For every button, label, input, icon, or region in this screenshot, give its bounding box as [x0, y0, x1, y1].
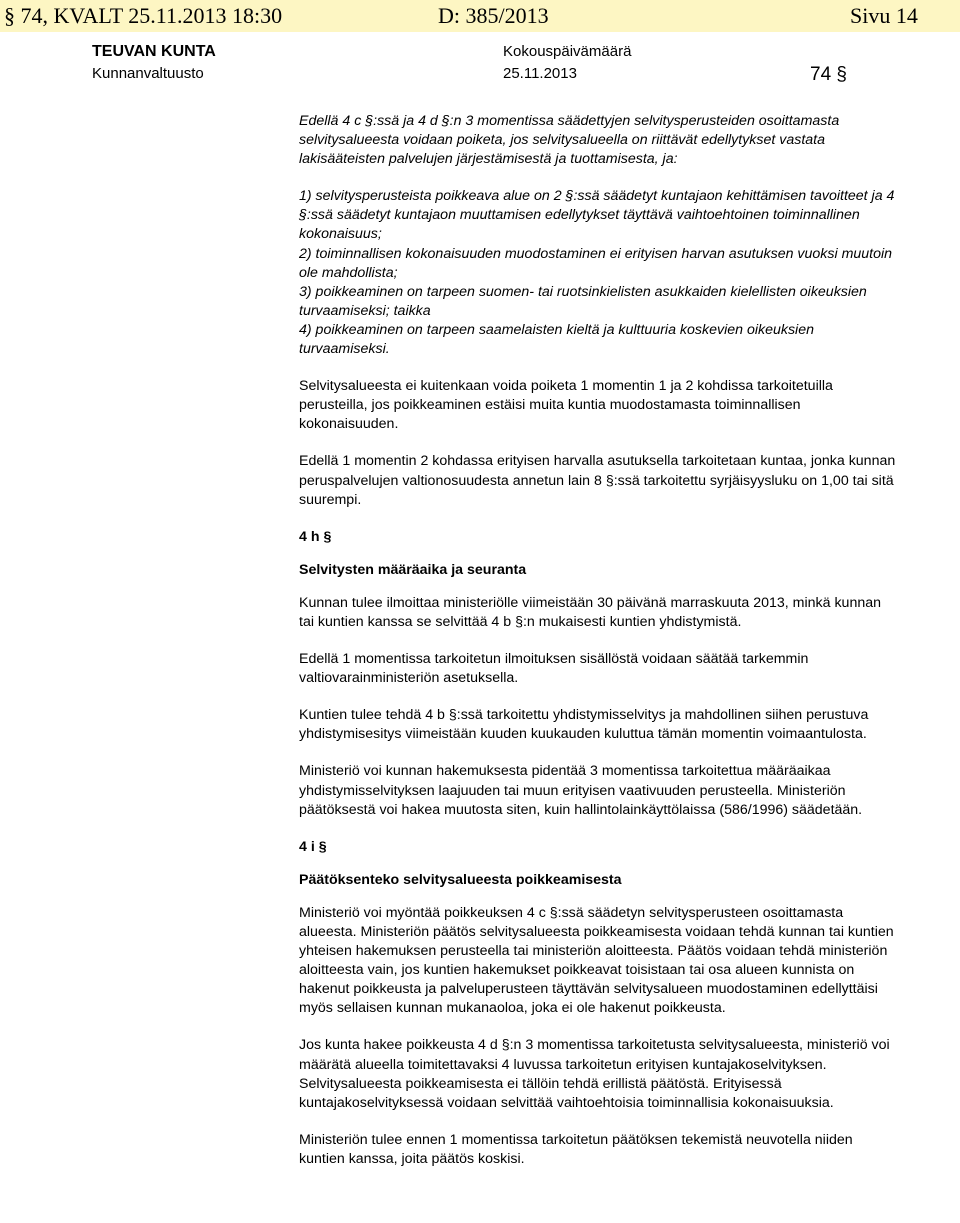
paragraph: Ministeriö voi myöntää poikkeuksen 4 c §:ssä säädetyn selvitysperusteen osoittamasta alueesta. Ministeriön päätös selvitysalueesta poikkeamisesta voidaan tehdä kunnan tai kuntien yhteisen hakemuksen perusteella tai ministeriön aloitteesta. Päätös voidaan tehdä ministeriön aloitteesta vain, jos kuntien hakemukset poikkeavat toisistaan tai osa alueen kunnista on hakenut poikkeusta ja palveluperusteen täyttävän selvitysalueen muodostaminen edellyttäisi myös sellaisen kunnan mukanaoloa, joka ei ole hakenut poikkeusta.: [299, 904, 894, 1017]
meeting-date-label: Kokouspäivämäärä: [503, 43, 632, 60]
paragraph: Selvitysalueesta ei kuitenkaan voida poiketa 1 momentin 1 ja 2 kohdissa tarkoitetuilla perusteilla, jos poikkeaminen estäisi muita kuntia muodostamasta toiminnallisen kokonaisuuden.: [299, 378, 833, 433]
section-reference: § 74, KVALT 25.11.2013 18:30: [4, 3, 283, 28]
paragraph: Edellä 1 momentin 2 kohdassa erityisen harvalla asutuksella tarkoitetaan kuntaa, jonka kunnan peruspalvelujen valtionosuudesta annetun lain 8 §:ssä tarkoitettu syrjäisyysluku on 1,00 tai sitä suurempi.: [299, 453, 896, 508]
section-heading: 4 i §: [299, 838, 327, 855]
paragraph: Kunnan tulee ilmoittaa ministeriölle viimeistään 30 päivänä marraskuuta 2013, minkä kunnan tai kuntien kanssa se selvittää 4 b §:n mukaisesti kuntien yhdistymistä.: [299, 594, 882, 630]
paragraph: Edellä 1 momentissa tarkoitetun ilmoituksen sisällöstä voidaan säätää tarkemmin valtiovarainministeriön asetuksella.: [299, 651, 809, 687]
meeting-date-value: 25.11.2013: [503, 65, 577, 82]
list-item: 2) toiminnallisen kokonaisuuden muodostaminen ei erityisen harvan asutuksen vuoksi muutoin ole mahdollista;: [299, 245, 893, 281]
paragraph: Ministeriön tulee ennen 1 momentissa tarkoitetun päätöksen tekemistä neuvotella niiden kuntien kanssa, joita päätös koskisi.: [299, 1131, 853, 1167]
list-item: 3) poikkeaminen on tarpeen suomen- tai ruotsinkielisten asukkaiden kielellisten oikeuksien turvaamiseksi; taikka: [299, 283, 867, 319]
document-reference-bar: [0, 0, 960, 32]
list-item: 1) selvitysperusteista poikkeava alue on 2 §:ssä säädetyt kuntajaon kehittämisen tavoitteet ja 4 §:ssä säädetyt kuntajaon muuttamisen edellytykset täyttävä vaihtoehtoinen toiminnallinen kokonaisuus;: [299, 188, 895, 243]
paragraph: Kuntien tulee tehdä 4 b §:ssä tarkoitettu yhdistymisselvitys ja mahdollinen siihen perustuva yhdistymisesitys viimeistään kuuden kuukauden kuluttua tämän momentin voimaantulosta.: [299, 707, 869, 743]
paragraph: Edellä 4 c §:ssä ja 4 d §:n 3 momentissa säädettyjen selvitysperusteiden osoittamasta selvitysalueesta voidaan poiketa, jos selvitysalueella on riittävät edellytykset vastata lakisääteisten palvelujen järjestämisestä ja tuottamisesta, ja:: [299, 113, 840, 168]
section-number: 74 §: [810, 64, 847, 85]
section-heading: 4 h §: [299, 528, 332, 545]
paragraph: Jos kunta hakee poikkeusta 4 d §:n 3 momentissa tarkoitetusta selvitysalueesta, ministeriö voi määrätä alueella toimitettavaksi 4 luvussa tarkoitetun erityisen kuntajakoselvityksen. Selvitysalueesta poikkeamisesta ei tällöin tehdä erillistä päätöstä. Erityisessä kuntajakoselvityksessä voidaan selvittää vaihtoehtoisia toiminnallisia kokonaisuuksia.: [299, 1037, 890, 1111]
document-body: [299, 112, 897, 1169]
paragraph: Ministeriö voi kunnan hakemuksesta pidentää 3 momentissa tarkoitettua määräaikaa yhdistymisselvityksen laajuuden tai muun erityisen vaativuuden perusteella. Ministeriön päätöksestä voi hakea muutosta siten, kuin hallintolainkäyttölaissa (586/1996) säädetään.: [299, 763, 863, 818]
organization-name: TEUVAN KUNTA: [92, 43, 216, 60]
section-title: Päätöksenteko selvitysalueesta poikkeamisesta: [299, 871, 622, 888]
meeting-body: Kunnanvaltuusto: [92, 65, 204, 82]
document-number: D: 385/2013: [438, 3, 549, 28]
list-item: 4) poikkeaminen on tarpeen saamelaisten kieltä ja kulttuuria koskevien oikeuksien turvaamiseksi.: [299, 321, 814, 358]
page-number: Sivu 14: [850, 3, 918, 28]
section-title: Selvitysten määräaika ja seuranta: [299, 561, 527, 578]
